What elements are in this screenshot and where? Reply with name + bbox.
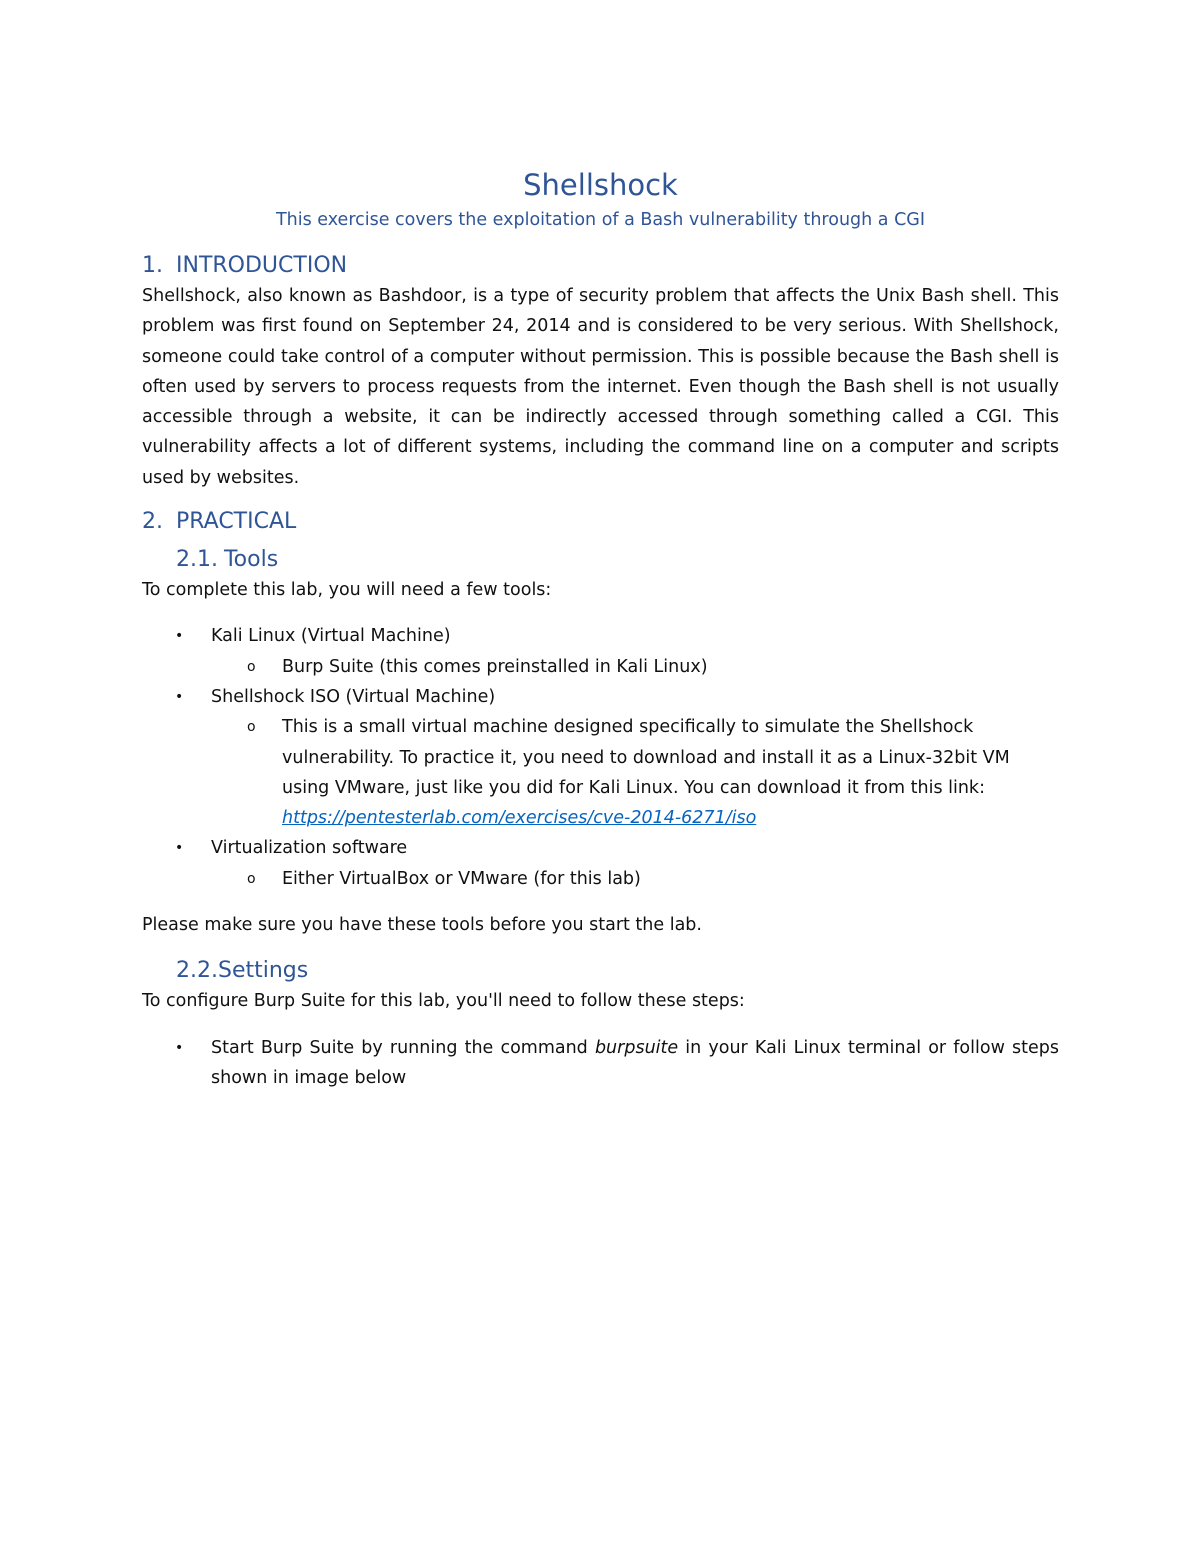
command-text: burpsuite xyxy=(594,1037,679,1058)
subsection-heading-tools xyxy=(176,545,1059,575)
subsection-number: 2.1. xyxy=(176,547,218,573)
introduction-paragraph: Shellshock, also known as Bashdoor, is a type of security problem that affects the Unix Bash shell. This problem was first found on September 24, 2014 and is considered to be very serious. With Shellshock, someone could take control of a computer without permission. This is possible because the Bash shell is often used by servers to process requests from the internet. Even though the Bash shell is not usually accessible through a website, it can be indirectly accessed through something called a CGI. This vulnerability affects a lot of different systems, including the command line on a computer and scripts used by websites. xyxy=(142,286,1059,488)
sub-list xyxy=(211,864,1059,894)
list-item xyxy=(142,833,1059,894)
list-item xyxy=(142,621,1059,682)
subsection-heading-settings xyxy=(176,956,1059,986)
bullet-icon: • xyxy=(175,628,184,645)
tools-intro: To complete this lab, you will need a few tools: xyxy=(142,580,552,601)
document-page xyxy=(142,165,1059,1093)
sub-list-item-label: Burp Suite (this comes preinstalled in Kali Linux) xyxy=(282,656,708,677)
sub-list-item xyxy=(211,864,1059,894)
tools-outro: Please make sure you have these tools before you start the lab. xyxy=(142,915,702,936)
step-text: Start Burp Suite by running the command xyxy=(211,1037,595,1058)
section-title: INTRODUCTION xyxy=(176,253,348,278)
sub-list xyxy=(211,712,1059,833)
bullet-icon: • xyxy=(175,688,184,705)
list-item-label: Virtualization software xyxy=(211,838,408,859)
subsection-title: Settings xyxy=(217,958,309,984)
circle-bullet-icon: o xyxy=(247,719,256,736)
bullet-icon: • xyxy=(175,840,184,857)
tools-list xyxy=(142,621,1059,894)
step-text: in your Kali Linux terminal or follow steps shown in image below xyxy=(211,1037,1059,1088)
bullet-icon: • xyxy=(175,1039,184,1056)
list-item-label: Kali Linux (Virtual Machine) xyxy=(211,626,451,647)
section-number: 1. xyxy=(142,253,163,278)
list-item xyxy=(142,682,1059,833)
document-subtitle: This exercise covers the exploitation of a Bash vulnerability through a CGI xyxy=(275,210,926,230)
subsection-title: Tools xyxy=(223,547,279,573)
sub-list-item xyxy=(211,712,1059,833)
section-title: PRACTICAL xyxy=(176,509,297,535)
list-item-label: Shellshock ISO (Virtual Machine) xyxy=(211,686,496,707)
sub-list-item-label: Either VirtualBox or VMware (for this lab) xyxy=(282,868,641,889)
circle-bullet-icon: o xyxy=(247,870,256,887)
list-item xyxy=(142,1033,1059,1094)
section-heading-practical xyxy=(142,507,1059,537)
section-heading-introduction xyxy=(142,251,1059,281)
document-title: Shellshock xyxy=(523,168,678,202)
sub-list-item xyxy=(211,652,1059,682)
download-link[interactable]: https://pentesterlab.com/exercises/cve-2014-6271/iso xyxy=(282,808,757,829)
sub-list-item-label: This is a small virtual machine designed specifically to simulate the Shellshock vulnerability. To practice it, you need to download and install it as a Linux-32bit VM using VMware, just like you did for Kali Linux. You can download it from this link: xyxy=(282,717,1010,798)
settings-intro: To configure Burp Suite for this lab, you'll need to follow these steps: xyxy=(142,991,745,1012)
subsection-number: 2.2. xyxy=(176,958,218,984)
circle-bullet-icon: o xyxy=(247,658,256,675)
sub-list xyxy=(211,652,1059,682)
settings-steps-list xyxy=(142,1033,1059,1094)
section-number: 2. xyxy=(142,509,163,535)
